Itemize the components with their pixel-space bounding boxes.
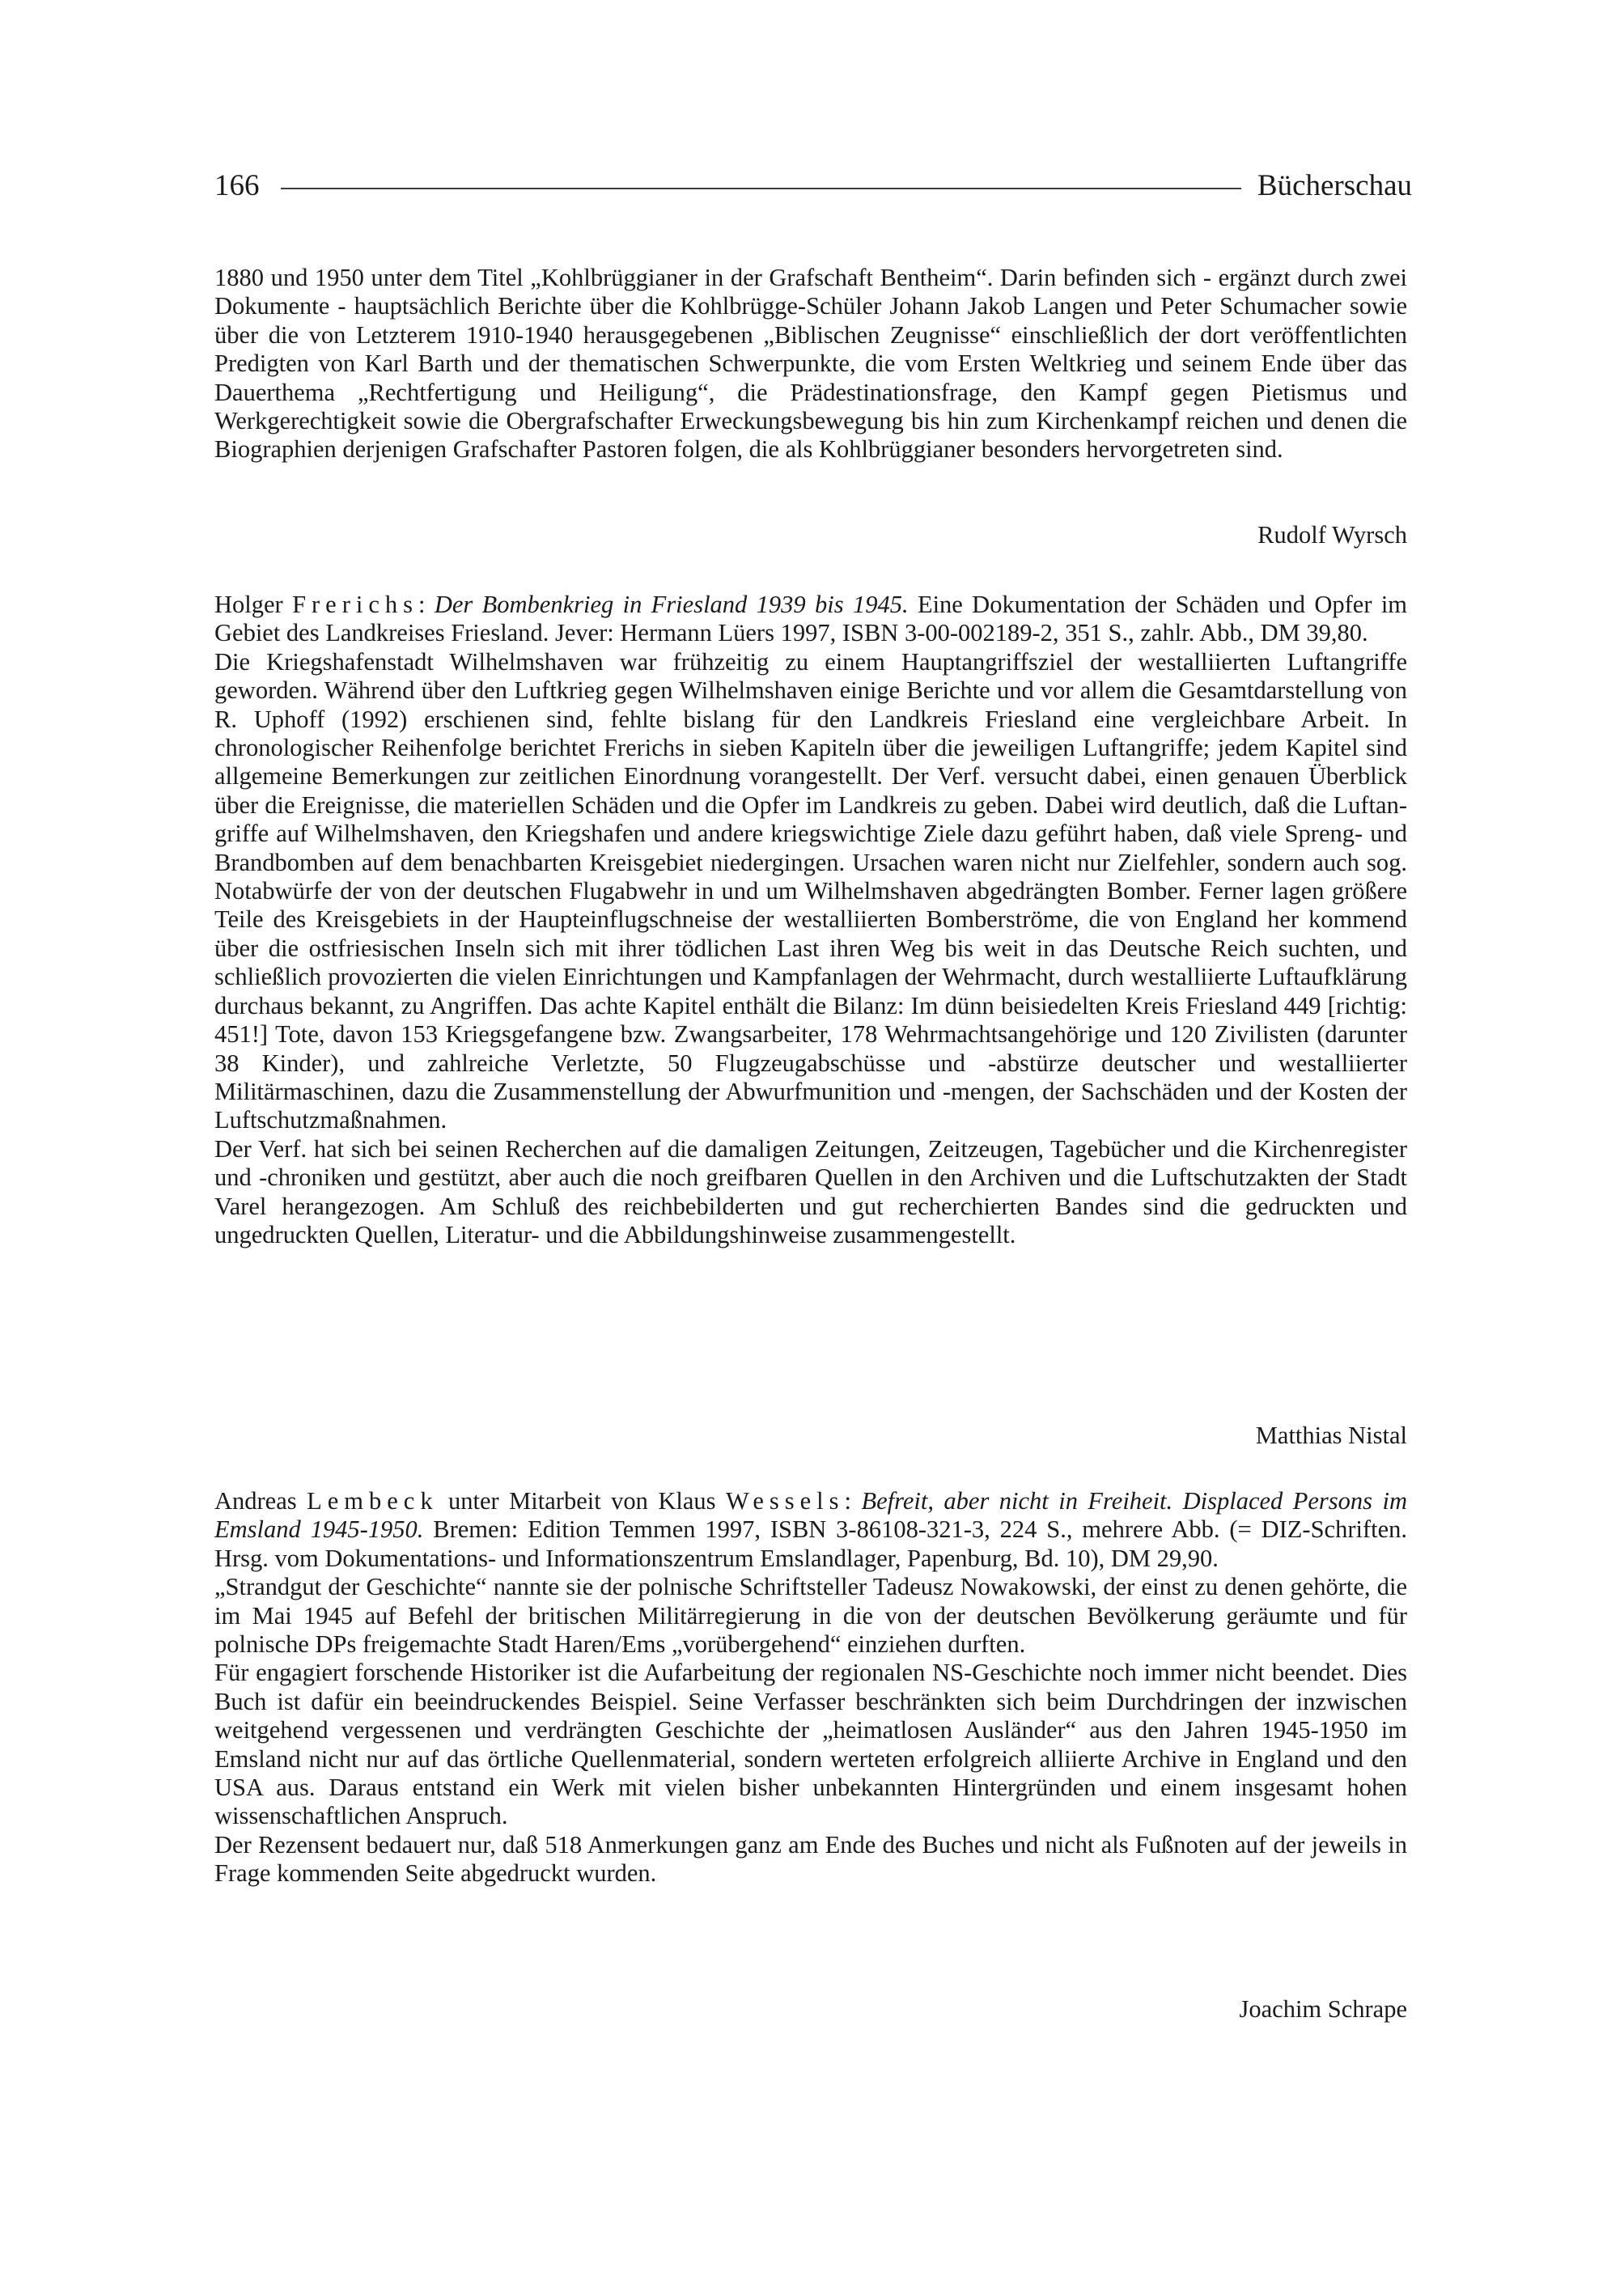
book-title: Der Bombenkrieg in Friesland 1939 bis 1945. — [434, 591, 909, 618]
reviewer-name: Joachim Schrape — [1239, 1995, 1407, 2023]
collaborator-last-name: Wessels — [725, 1487, 845, 1515]
reviewer-name: Rudolf Wyrsch — [1257, 521, 1407, 549]
separator: : — [844, 1487, 851, 1515]
reviewer-name: Matthias Nistal — [1255, 1422, 1407, 1449]
page-header — [214, 166, 1412, 206]
review-paragraph: Der Verf. hat sich bei seinen Recherchen auf die damaligen Zeitungen, Zeitzeugen, Tagebücher und die Kirchenregister und -chroniken und gestützt, aber auch die noch greifbaren Quellen in den Archiven und die Luftschutzakten der Stadt Varel herangezogen. Am Schluß des reichbebilderten und gut recherchierten Bandes sind die gedruckten und ungedruckten Quellen, Literatur- und die Abbildungshinweise zusammengestellt. — [214, 1134, 1407, 1248]
review-rudolf-wyrsch — [214, 264, 1407, 464]
book-title: Befreit, aber nicht in Freiheit. Displaced Persons im Emsland 1945-1950. — [214, 1487, 1407, 1544]
review-frerichs — [214, 591, 1407, 1249]
page-number: 166 — [214, 169, 260, 202]
bibliographic-details: Eine Dokumentation der Schäden und Opfer im Gebiet des Landkreises Friesland. Jever: Hermann Lüers 1997, ISBN 3-00-002189-2, 351 S., zahlr. Abb., DM 39,80. — [214, 591, 1408, 647]
author-last-name: Frerichs — [292, 591, 419, 618]
author-last-name: Lembeck — [307, 1487, 439, 1515]
review-paragraph: 1880 und 1950 unter dem Titel „Kohlbrüggianer in der Grafschaft Bentheim“. Darin befinden sich - ergänzt durch zwei Dokumente - hauptsächlich Berichte über die Kohlbrügge-Schüler Johann Jakob Langen und Peter Schumacher sowie über die von Letzterem 1910-1940 herausgegebenen „Biblischen Zeugnisse“ einschließlich der dort veröffentlichten Predigten von Karl Barth und der thematischen Schwerpunkte, die vom Ersten Weltkrieg und seinem Ende über das Dauerthema „Rechtfertigung und Heiligung“, die Prädestinationsfrage, den Kampf gegen Pietismus und Werkgerechtigkeit sowie die Obergrafschafter Erweckungsbewegung bis hin zum Kirchenkampf reichen und denen die Biographien derjenigen Grafschafter Pastoren folgen, die als Kohlbrüggianer besonders hervorgetreten sind. — [214, 264, 1407, 464]
review-paragraph: Für engagiert forschende Historiker ist die Aufarbeitung der regionalen NS-Geschichte noch immer nicht beendet. Dies Buch ist dafür ein beeindruckendes Beispiel. Seine Verfasser beschränkten sich beim Durchdringen der inzwischen weitgehend vergessenen und verdrängten Geschichte der „heimatlosen Ausländer“ aus den Jahren 1945-1950 im Emsland nicht nur auf das örtliche Quellenmaterial, sondern werteten erfolgreich alliierte Archive in England und den USA aus. Daraus entstand ein Werk mit vielen bisher unbekannten Hintergründen und einem insgesamt hohen wissenschaftlichen Anspruch. — [214, 1659, 1407, 1830]
bibliographic-details: Bremen: Edition Temmen 1997, ISBN 3-86108-321-3, 224 S., mehrere Abb. (= DIZ-Schriften. Hrsg. vom Dokumentations- und Informationszentrum Emslandlager, Papenburg, Bd. 10), DM 29,90. — [214, 1515, 1407, 1572]
review-lembeck — [214, 1487, 1407, 1888]
separator: : — [418, 591, 426, 618]
bibliographic-entry — [214, 591, 1407, 648]
author-first-name: Holger — [214, 591, 283, 618]
signature-block — [214, 1995, 1407, 2028]
review-paragraph: „Strandgut der Geschichte“ nannte sie der polnische Schriftsteller Tadeusz Nowakowski, der einst zu denen gehörte, die im Mai 1945 auf Befehl der britischen Militärregierung in die von der deutschen Bevölkerung geräumte und für polnische DPs freigemachte Stadt Haren/Ems „vorübergehend“ einziehen durften. — [214, 1573, 1407, 1659]
review-paragraph: Der Rezensent bedauert nur, daß 518 Anmerkungen ganz am Ende des Buches und nicht als Fußnoten auf der jeweils in Frage kommenden Seite abgedruckt wurden. — [214, 1830, 1407, 1888]
bibliographic-entry — [214, 1487, 1407, 1573]
author-first-name: Andreas — [214, 1487, 297, 1515]
collaborator-text: unter Mitarbeit von Klaus — [448, 1487, 716, 1515]
review-paragraph: Die Kriegshafenstadt Wilhelmshaven war frühzeitig zu einem Hauptangriffsziel der westalliierten Luftangriffe geworden. Während über den Luftkrieg gegen Wilhelmshaven einige Berichte und vor allem die Gesamtdarstellung von R. Uphoff (1992) erschienen sind, fehlte bislang für den Landkreis Friesland eine vergleichbare Arbeit. In chronologischer Reihenfolge berichtet Frerichs in sieben Kapiteln über die jeweiligen Luftangriffe; jedem Kapitel sind allgemeine Bemerkungen zur zeitlichen Einordnung vorangestellt. Der Verf. versucht dabei, einen genauen Überblick über die Ereignisse, die materiellen Schäden und die Opfer im Landkreis zu geben. Dabei wird deutlich, daß die Luftangriffe auf Wilhelmshaven, den Kriegshafen und andere kriegswichtige Ziele dazu geführt haben, daß viele Spreng- und Brandbomben auf dem benachbarten Kreisgebiet niedergingen. Ursachen waren nicht nur Zielfehler, sondern auch sog. Notabwürfe der von der deutschen Flugabwehr in und um Wilhelmshaven abgedrängten Bomber. Ferner lagen größere Teile des Kreisgebiets in der Haupteinflugschneise der westalliierten Bomberströme, die von England her kommend über die ostfriesischen Inseln sich mit ihrer tödlichen Last ihren Weg bis weit in das Deutsche Reich suchten, und schließlich provozierten die vielen Einrichtungen und Kampfanlagen der Wehrmacht, durch westalliierte Luftaufklärung durchaus bekannt, zu Angriffen. Das achte Kapitel enthält die Bilanz: Im dünn beisiedelten Kreis Friesland 449 [richtig: 451!] Tote, davon 153 Kriegsgefangene bzw. Zwangsarbeiter, 178 Wehrmachtsangehörige und 120 Zivilisten (darunter 38 Kinder), und zahlreiche Verletzte, 50 Flugzeugabschüsse und -abstürze deutscher und westalliierter Militärmaschinen, dazu die Zusammenstellung der Abwurfmunition und -mengen, der Sachschäden und der Kosten der Luftschutzmaßnahmen. — [214, 647, 1407, 1134]
signature-block — [214, 521, 1407, 553]
signature-block — [214, 1422, 1407, 1454]
section-title: Bücherschau — [1241, 166, 1412, 206]
